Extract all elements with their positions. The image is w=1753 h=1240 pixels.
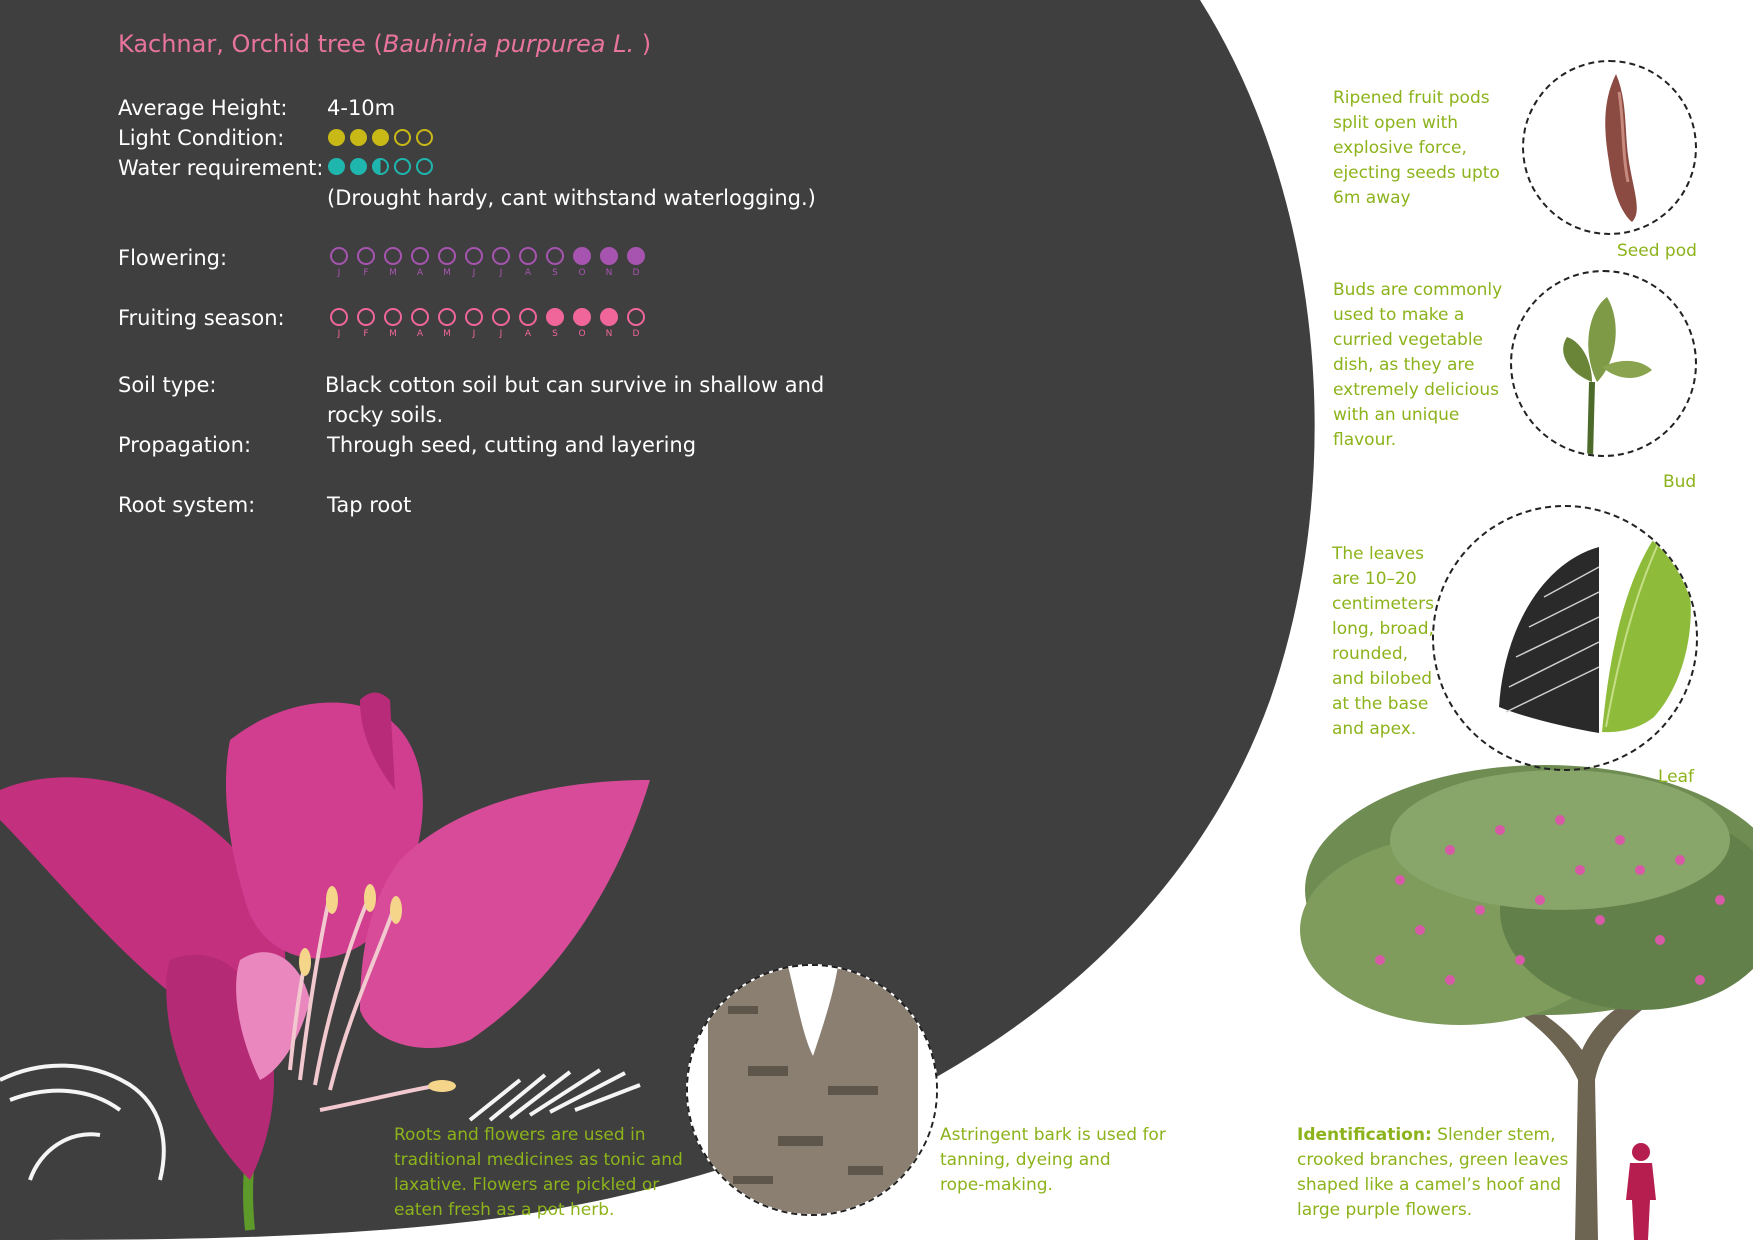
flowering-month	[517, 247, 539, 278]
month-label: J	[337, 329, 341, 339]
roots-line: traditional medicines as tonic and	[394, 1150, 683, 1170]
flowering-month	[571, 247, 593, 278]
soil-type-value-line1: Black cotton soil but can survive in shallow and	[325, 373, 825, 397]
leaf-image	[1432, 505, 1698, 771]
flowering-month	[463, 247, 485, 278]
leaf-line: long, broad,	[1332, 619, 1434, 639]
month-label: J	[499, 268, 503, 278]
fruiting-month-circle	[519, 308, 537, 326]
month-label: M	[443, 329, 451, 339]
average-height-label: Average Height:	[118, 96, 288, 120]
flowering-month	[436, 247, 458, 278]
seed-pod-note	[1333, 86, 1500, 211]
propagation-value: Through seed, cutting and layering	[327, 433, 697, 457]
bark-line: rope-making.	[940, 1175, 1053, 1195]
leaf-line: centimeters	[1332, 594, 1434, 614]
root-system-label: Root system:	[118, 493, 256, 517]
page-title	[118, 30, 651, 58]
soil-type-label: Soil type:	[118, 373, 217, 397]
fruiting-month	[382, 308, 404, 339]
bud-line: extremely delicious	[1333, 380, 1499, 400]
bud-caption: Bud	[1663, 472, 1697, 492]
leaf-note	[1332, 542, 1434, 742]
title-scientific-name: Bauhinia purpurea L.	[382, 30, 635, 58]
fruiting-label: Fruiting season:	[118, 306, 285, 330]
month-label: J	[472, 268, 476, 278]
fruiting-calendar	[328, 308, 647, 339]
fruiting-month-circle	[546, 308, 564, 326]
bud-line: dish, as they are	[1333, 355, 1475, 375]
flowering-month-circle	[492, 247, 510, 265]
seed-pod-line: ejecting seeds upto	[1333, 163, 1500, 183]
light-rating-dot	[372, 129, 389, 146]
fruiting-month-circle	[465, 308, 483, 326]
seed-pod-line: 6m away	[1333, 188, 1411, 208]
fruiting-month	[328, 308, 350, 339]
flowering-month	[490, 247, 512, 278]
seed-pod-caption: Seed pod	[1617, 241, 1697, 261]
bud-line: curried vegetable	[1333, 330, 1484, 350]
identification-line: Slender stem,	[1431, 1125, 1556, 1145]
month-label: J	[499, 329, 503, 339]
flowering-month	[625, 247, 647, 278]
average-height-value: 4-10m	[327, 96, 396, 120]
month-label: D	[632, 329, 640, 339]
fruiting-month	[625, 308, 647, 339]
flowering-month	[598, 247, 620, 278]
flowering-month-circle	[465, 247, 483, 265]
bark-line: Astringent bark is used for	[940, 1125, 1166, 1145]
month-label: N	[605, 268, 613, 278]
flowering-month-circle	[546, 247, 564, 265]
light-condition-rating	[328, 129, 433, 146]
identification-line: large purple flowers.	[1297, 1200, 1473, 1220]
water-rating-dot	[328, 158, 345, 175]
light-rating-dot	[394, 129, 411, 146]
fruiting-month	[409, 308, 431, 339]
bark-line: tanning, dyeing and	[940, 1150, 1111, 1170]
flowering-label: Flowering:	[118, 246, 228, 270]
flowering-month-circle	[519, 247, 537, 265]
month-label: J	[472, 329, 476, 339]
light-rating-dot	[350, 129, 367, 146]
month-label: N	[605, 329, 613, 339]
water-requirement-label: Water requirement:	[118, 156, 324, 180]
water-requirement-rating	[328, 158, 433, 175]
fruiting-month-circle	[330, 308, 348, 326]
flowering-month-circle	[627, 247, 645, 265]
identification-note	[1297, 1123, 1568, 1223]
flowering-month-circle	[573, 247, 591, 265]
water-rating-dot	[394, 158, 411, 175]
fruiting-month	[598, 308, 620, 339]
month-label: A	[524, 268, 532, 278]
month-label: D	[632, 268, 640, 278]
bark-image	[686, 964, 938, 1216]
fruiting-month-circle	[438, 308, 456, 326]
seed-pod-line: explosive force,	[1333, 138, 1467, 158]
fruiting-month	[355, 308, 377, 339]
soil-type-value-line2: rocky soils.	[327, 403, 444, 427]
fruiting-month-circle	[600, 308, 618, 326]
bud-line: Buds are commonly	[1333, 280, 1503, 300]
seed-pod-image	[1522, 60, 1697, 235]
title-close-paren: )	[634, 30, 652, 58]
leaf-line: at the base	[1332, 694, 1429, 714]
flowering-month-circle	[411, 247, 429, 265]
fruiting-month-circle	[357, 308, 375, 326]
fruiting-month	[571, 308, 593, 339]
root-system-value: Tap root	[327, 493, 412, 517]
roots-line: Roots and flowers are used in	[394, 1125, 646, 1145]
month-label: M	[389, 268, 397, 278]
fruiting-month-circle	[411, 308, 429, 326]
bud-note	[1333, 278, 1502, 453]
month-label: S	[552, 329, 558, 339]
fruiting-month-circle	[384, 308, 402, 326]
fruiting-month-circle	[627, 308, 645, 326]
propagation-label: Propagation:	[118, 433, 252, 457]
bud-line: used to make a	[1333, 305, 1465, 325]
water-rating-dot	[372, 158, 389, 175]
bud-image	[1510, 270, 1697, 457]
flowering-month-circle	[384, 247, 402, 265]
identification-line: crooked branches, green leaves	[1297, 1150, 1569, 1170]
roots-line: eaten fresh as a pot herb.	[394, 1200, 615, 1220]
fruiting-month	[436, 308, 458, 339]
roots-line: laxative. Flowers are pickled or	[394, 1175, 660, 1195]
flowering-month	[328, 247, 350, 278]
flowering-calendar	[328, 247, 647, 278]
leaf-line: are 10–20	[1332, 569, 1417, 589]
water-rating-dot	[416, 158, 433, 175]
flowering-month-circle	[330, 247, 348, 265]
flowering-month-circle	[438, 247, 456, 265]
month-label: A	[524, 329, 532, 339]
month-label: F	[363, 268, 369, 278]
identification-line: shaped like a camel’s hoof and	[1297, 1175, 1561, 1195]
month-label: O	[578, 268, 586, 278]
month-label: O	[578, 329, 586, 339]
fruiting-month	[490, 308, 512, 339]
leaf-line: and bilobed	[1332, 669, 1433, 689]
fruiting-month-circle	[492, 308, 510, 326]
leaf-caption: Leaf	[1658, 767, 1695, 787]
fruiting-month	[544, 308, 566, 339]
flowering-month	[382, 247, 404, 278]
leaf-line: and apex.	[1332, 719, 1417, 739]
light-condition-label: Light Condition:	[118, 126, 285, 150]
month-label: J	[337, 268, 341, 278]
fruiting-month-circle	[573, 308, 591, 326]
bark-note	[940, 1123, 1166, 1198]
title-common-name: Kachnar, Orchid tree (	[118, 30, 383, 58]
bud-line: with an unique	[1333, 405, 1460, 425]
month-label: A	[416, 268, 424, 278]
bud-line: flavour.	[1333, 430, 1397, 450]
seed-pod-line: split open with	[1333, 113, 1459, 133]
month-label: M	[443, 268, 451, 278]
month-label: M	[389, 329, 397, 339]
fruiting-month	[463, 308, 485, 339]
water-note: (Drought hardy, cant withstand waterlogging.)	[327, 186, 816, 210]
flowering-month-circle	[357, 247, 375, 265]
light-rating-dot	[416, 129, 433, 146]
month-label: F	[363, 329, 369, 339]
light-rating-dot	[328, 129, 345, 146]
flowering-month	[544, 247, 566, 278]
seed-pod-line: Ripened fruit pods	[1333, 88, 1490, 108]
water-rating-dot	[350, 158, 367, 175]
flowering-month-circle	[600, 247, 618, 265]
month-label: A	[416, 329, 424, 339]
person-silhouette-icon	[1626, 1143, 1656, 1240]
identification-heading: Identification:	[1297, 1125, 1432, 1145]
flowering-month	[355, 247, 377, 278]
leaf-line: The leaves	[1332, 544, 1424, 564]
flowering-month	[409, 247, 431, 278]
roots-flowers-note	[394, 1123, 683, 1223]
leaf-line: rounded,	[1332, 644, 1409, 664]
fruiting-month	[517, 308, 539, 339]
month-label: S	[552, 268, 558, 278]
